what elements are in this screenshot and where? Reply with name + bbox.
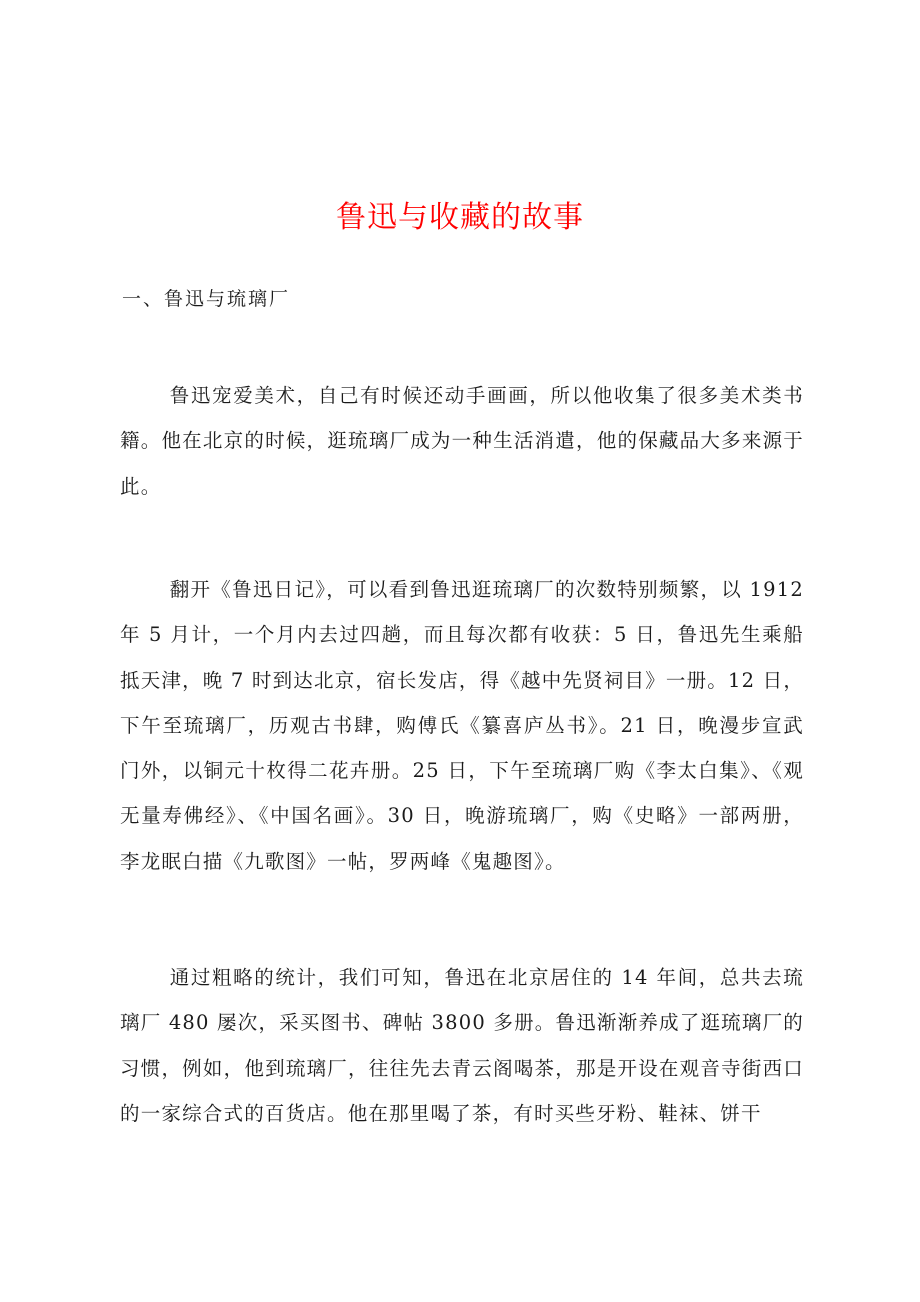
paragraph-2: 翻开《鲁迅日记》，可以看到鲁迅逛琉璃厂的次数特别频繁，以 1912 年 5 月计，一个月内去过四趟，而且每次都有收获：5 日，鲁迅先生乘船抵天津，晚 7 时到达北京，宿长发店，得《越中先贤祠目》一册。12 日，下午至琉璃厂，历观古书肆，购傅氏《纂喜庐丛书》。21 日，晚漫步宣武门外，以铜元十枚得二花卉册。25 日，下午至琉璃厂购《李太白集》、《观无量寿佛经》、《中国名画》。30 日，晚游琉璃厂，购《史略》一部两册，李龙眠白描《九歌图》一帖，罗两峰《鬼趣图》。 <box>120 578 805 873</box>
document-title: 鲁迅与收藏的故事 <box>336 200 584 235</box>
paragraph-3: 通过粗略的统计，我们可知，鲁迅在北京居住的 14 年间，总共去琉璃厂 480 屡次，采买图书、碑帖 3800 多册。鲁迅渐渐养成了逛琉璃厂的习惯，例如，他到琉璃厂，往往先去青云阁喝茶，那是开设在观音寺街西口的一家综合式的百货店。他在那里喝了茶，有时买些牙粉、鞋袜、饼干 <box>120 966 804 1125</box>
section-heading: 一、鲁迅与琉璃厂 <box>122 288 291 310</box>
paragraph-1: 鲁迅宠爱美术，自己有时候还动手画画，所以他收集了很多美术类书籍。他在北京的时候，逛琉璃厂成为一种生活消遣，他的保藏品大多来源于此。 <box>120 384 804 498</box>
